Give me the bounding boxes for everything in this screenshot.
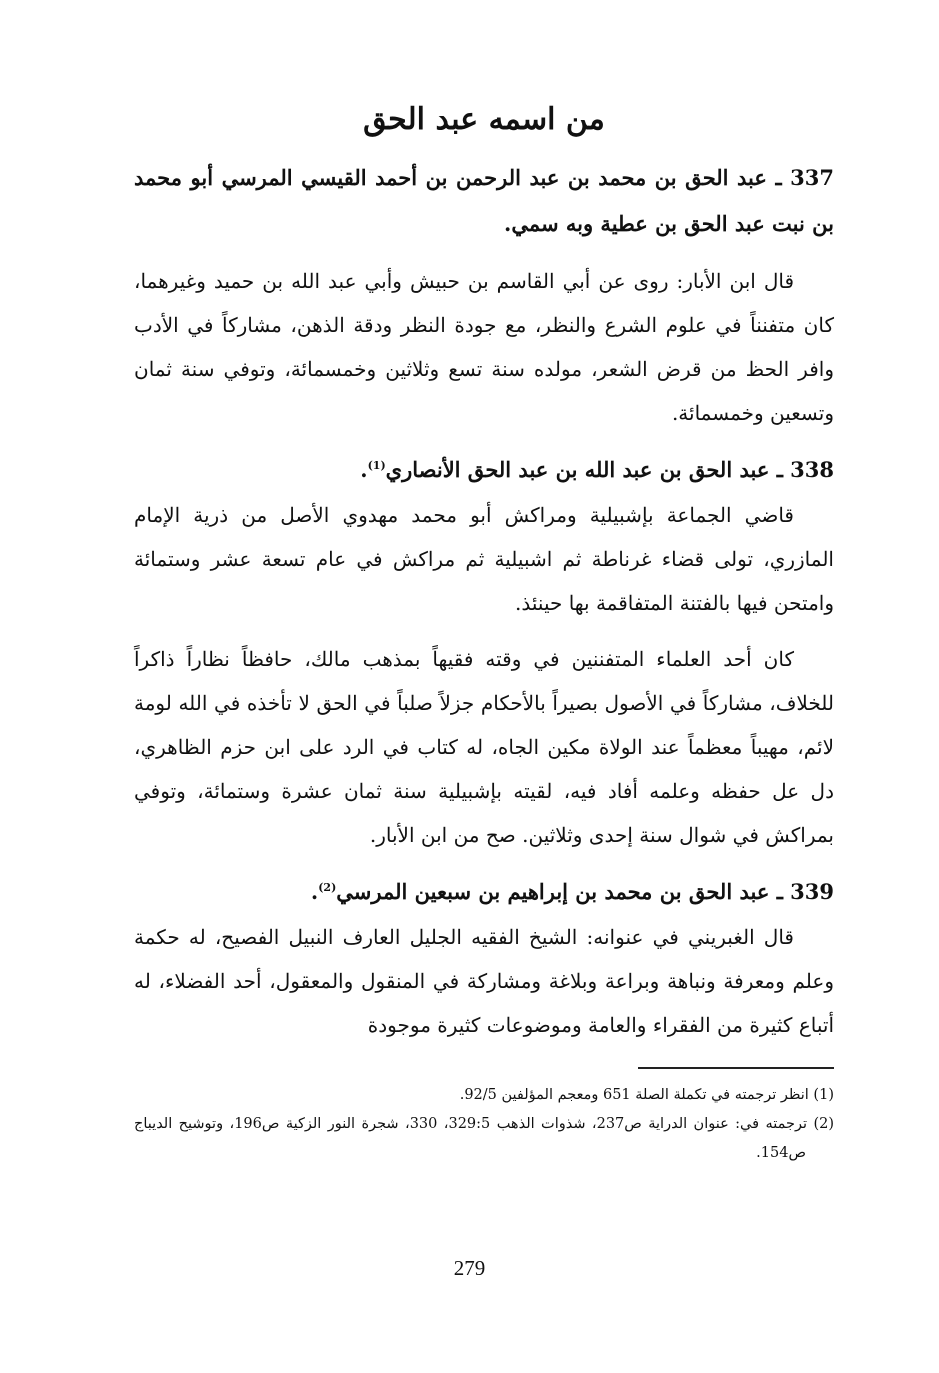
entry-paragraph: كان أحد العلماء المتفننين في وقته فقيهاً بمذهب مالك، حافظاً نظاراً ذاكراً للخلاف، مشاركاً في الأصول بصيراً بالأحكام جزلاً صلباً في الحق لا تأخذه في الله لومة لائم، مهيباً معظماً عند الولاة مكين الجاه، له كتاب في الرد على ابن حزم الظاهري، دل عل حفظه وعلمه أفاد فيه، لقيته بإشبيلية سنة ثمان عشرة وستمائة، وتوفي بمراكش في شوال سنة إحدى وثلاثين. صح من ابن الأبار. bbox=[134, 647, 834, 847]
entry-heading bbox=[134, 155, 834, 247]
entry-heading-text: عبد الحق بن محمد بن إبراهيم بن سبعين المرسي bbox=[336, 879, 770, 904]
entry-heading bbox=[134, 869, 834, 915]
footnote-ref: (2) bbox=[318, 881, 337, 894]
page-number: 279 bbox=[453, 1256, 486, 1280]
entry-337 bbox=[134, 155, 834, 435]
entry-heading-text: عبد الحق بن عبد الله بن عبد الحق الأنصاري bbox=[385, 457, 770, 482]
footnote-divider bbox=[638, 1067, 834, 1069]
section-title: من اسمه عبد الحق bbox=[363, 102, 605, 137]
book-page bbox=[134, 100, 834, 1350]
entry-heading-text: عبد الحق بن محمد بن عبد الرحمن بن أحمد القيسي المرسي أبو محمد بن نبت عبد الحق بن عطية وبه سمي. bbox=[134, 165, 834, 236]
heading-period: . bbox=[360, 457, 368, 482]
entry-number: 339 ـ bbox=[776, 879, 834, 904]
footnote: (1) انظر ترجمته في تكملة الصلة 651 ومعجم المؤلفين 92/5. bbox=[459, 1087, 834, 1103]
entry-338 bbox=[134, 447, 834, 857]
heading-period: . bbox=[310, 879, 319, 904]
entry-number: 338 ـ bbox=[776, 457, 834, 482]
entry-paragraph: قاضي الجماعة بإشبيلية ومراكش أبو محمد مهدوي الأصل من ذرية الإمام المازري، تولى قضاء غرناطة ثم اشبيلية ثم مراكش في عام تسعة عشر وستمائة وامتحن فيها بالفتنة المتفاقمة بها حينئذ. bbox=[134, 503, 834, 615]
entry-number: 337 ـ bbox=[775, 165, 835, 190]
entry-paragraph: قال ابن الأبار: روى عن أبي القاسم بن حبيش وأبي عبد الله بن حميد وغيرهما، كان متفنناً في علوم الشرع والنظر، مع جودة النظر ودقة الذهن، مشاركاً في الأدب وافر الحظ من قرض الشعر، مولده سنة تسع وثلاثين وخمسمائة، وتوفي سنة ثمان وتسعين وخمسمائة. bbox=[134, 269, 834, 425]
entry-paragraph: قال الغبريني في عنوانه: الشيخ الفقيه الجليل العارف النبيل الفصيح، له حكمة وعلم ومعرفة ونباهة وبراعة وبلاغة ومشاركة في المنقول والمعقول، أحد الفضلاء، له أتباع كثيرة من الفقراء والعامة وموضوعات كثيرة موجودة bbox=[134, 925, 834, 1037]
footnotes bbox=[134, 1081, 834, 1168]
entry-339 bbox=[134, 869, 834, 1047]
footnote: (2) ترجمته في: عنوان الدراية ص237، شذوات الذهب 329:5، 330، شجرة النور الزكية ص196، وتوشيح الديباج ص154. bbox=[134, 1116, 835, 1161]
footnote-ref: (1) bbox=[367, 459, 386, 472]
entry-heading bbox=[134, 447, 834, 493]
